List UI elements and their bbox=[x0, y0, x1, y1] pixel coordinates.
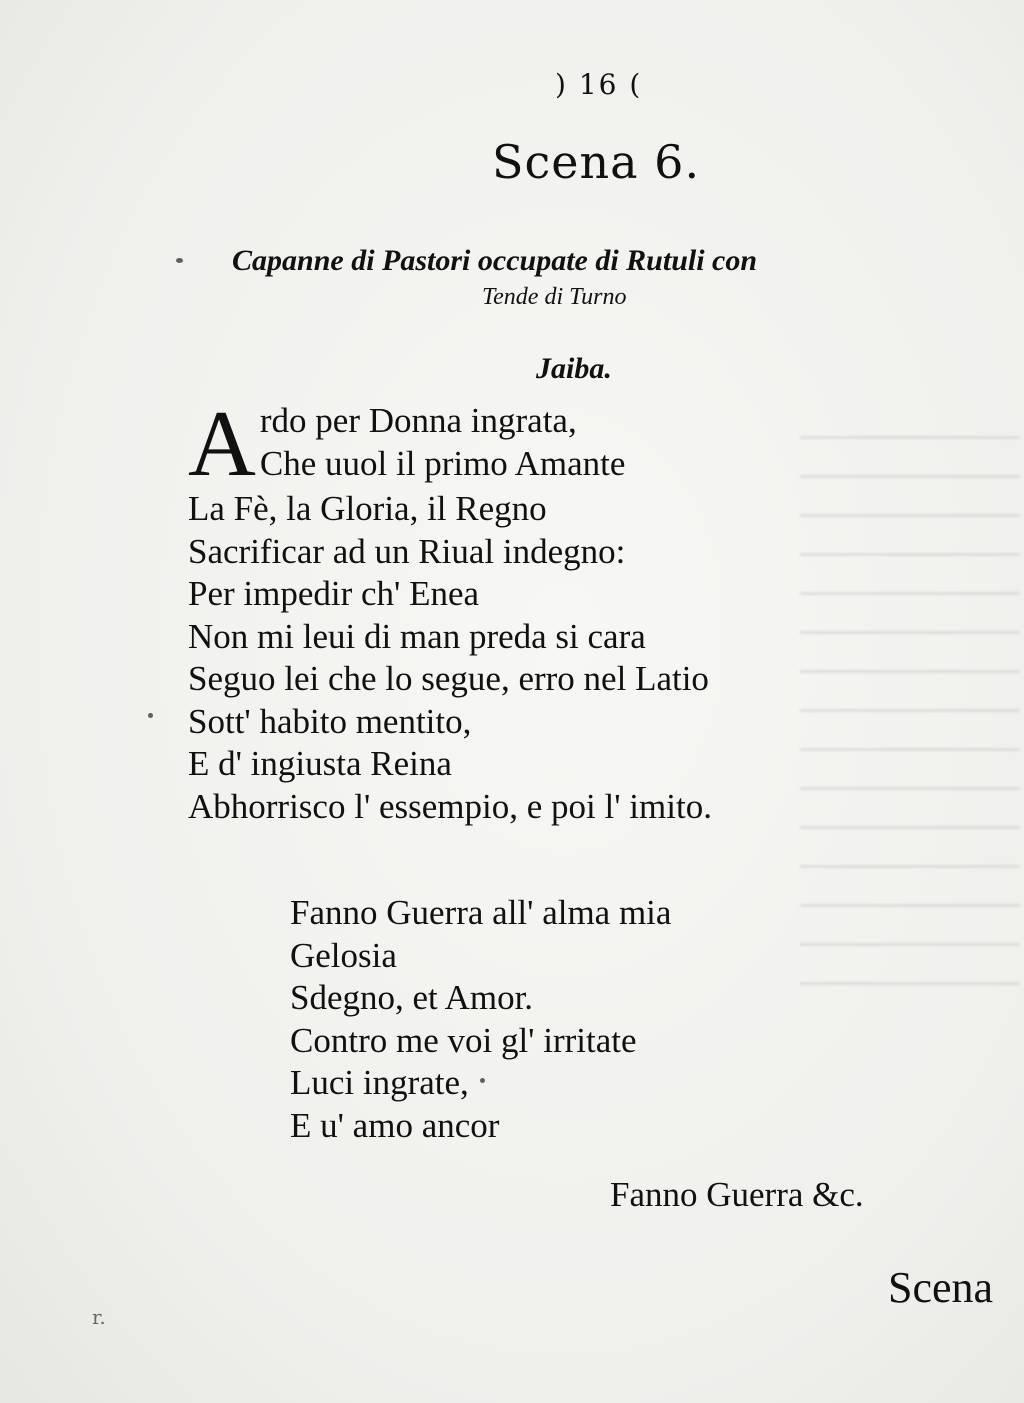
aria-line: E u' amo ancor bbox=[290, 1105, 500, 1145]
verse-line: La Fè, la Gloria, il Regno bbox=[188, 489, 547, 528]
verse-line: Sott' habito mentito, bbox=[188, 701, 472, 741]
verse-line: Sacrificar ad un Riual indegno: bbox=[188, 531, 626, 571]
scene-setting bbox=[232, 243, 972, 315]
aria-line: Contro me voi gl' irritate bbox=[290, 1020, 637, 1060]
ink-speck bbox=[176, 258, 183, 263]
verse-line: Per impedir ch' Enea bbox=[188, 574, 480, 613]
scene-title: Scena 6. bbox=[492, 135, 701, 189]
ink-speck bbox=[148, 713, 153, 718]
verse-line: Abhorrisco l' essempio, e poi l' imito. bbox=[188, 786, 712, 826]
aria-line: Fanno Guerra all' alma mia bbox=[290, 893, 672, 932]
signature-mark: r. bbox=[92, 1305, 106, 1329]
bleed-through-text bbox=[800, 340, 1020, 1040]
speaker-name: Jaiba. bbox=[536, 352, 612, 385]
recitative-text bbox=[188, 392, 712, 828]
ink-speck bbox=[480, 1078, 485, 1083]
setting-line-1: Capanne di Pastori occupate di Rutuli con bbox=[232, 244, 758, 277]
da-capo-line: Fanno Guerra &c. bbox=[610, 1175, 864, 1214]
aria-line: Gelosia bbox=[290, 935, 397, 975]
aria-line: Luci ingrate, bbox=[290, 1063, 469, 1102]
verse-line: Che uuol il primo Amante bbox=[259, 443, 626, 483]
setting-line-2: Tende di Turno bbox=[482, 284, 627, 310]
page-number: ) 16 ( bbox=[555, 68, 643, 101]
drop-cap: A bbox=[188, 392, 256, 496]
verse-line: Seguo lei che lo segue, erro nel Latio bbox=[188, 659, 709, 698]
verse-line: rdo per Donna ingrata, bbox=[259, 401, 577, 440]
aria-line: Sdegno, et Amor. bbox=[290, 978, 534, 1017]
verse-line: E d' ingiusta Reina bbox=[188, 744, 452, 783]
verse-line: Non mi leui di man preda si cara bbox=[188, 616, 646, 656]
aria-text bbox=[290, 892, 671, 1147]
catchword: Scena bbox=[888, 1263, 994, 1312]
